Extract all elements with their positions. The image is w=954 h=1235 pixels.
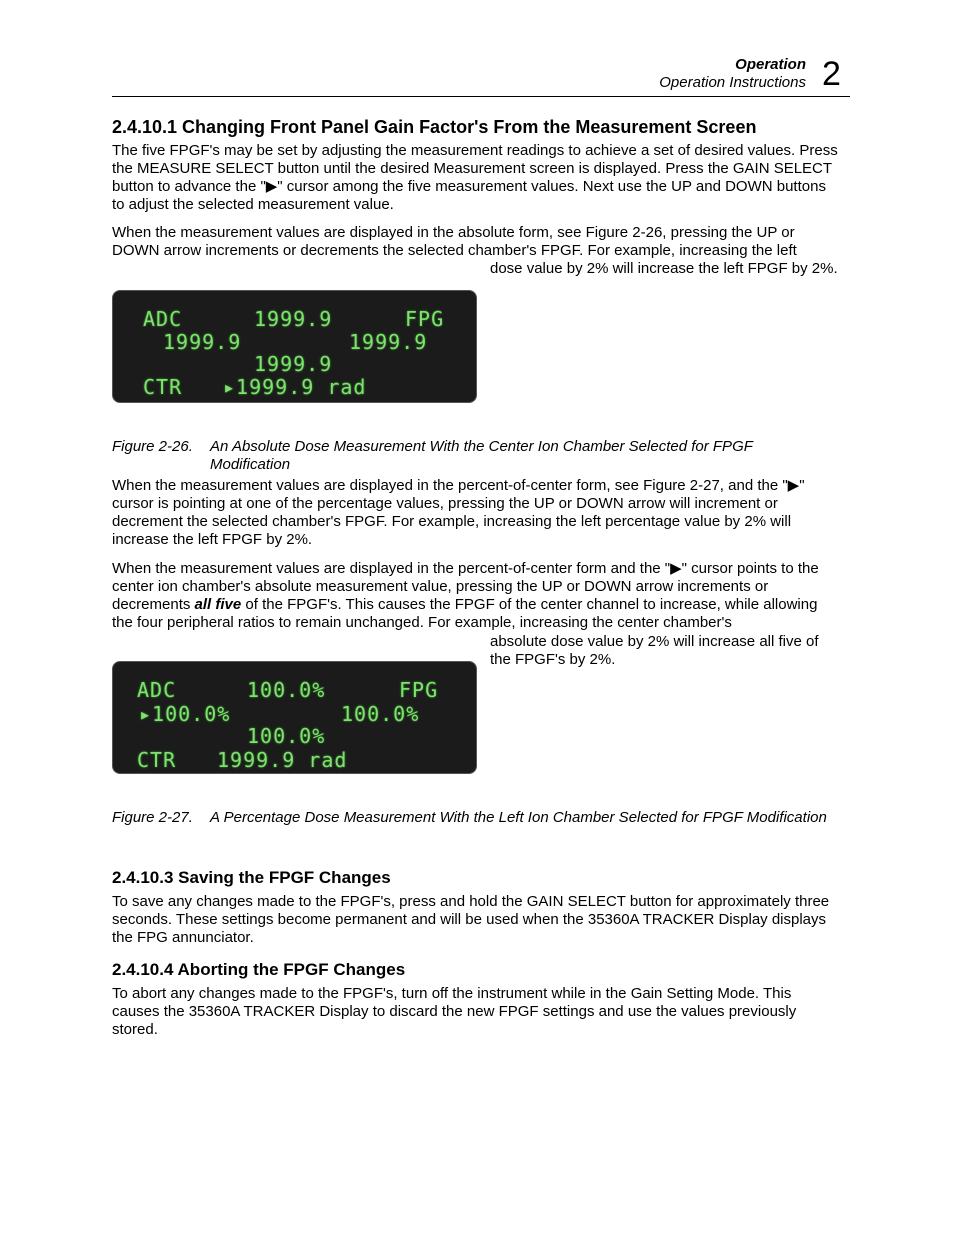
lcd-fpg-annunciator: FPG xyxy=(405,307,445,331)
lcd-display-percentage xyxy=(112,661,477,774)
lcd-ctr-label: CTR xyxy=(137,748,177,772)
header-subsection: Operation Instructions xyxy=(659,74,806,91)
paragraph-center-chamber xyxy=(112,560,840,632)
lcd-center-value: 1999.9 rad xyxy=(217,748,348,772)
figure-caption-2-26 xyxy=(112,438,832,474)
figure-caption-2-27 xyxy=(112,809,832,827)
section-heading-2-4-10-4: 2.4.10.4 Aborting the FPGF Changes xyxy=(112,960,406,979)
figure-number: Figure 2-27. xyxy=(112,809,193,826)
paragraph-aborting: To abort any changes made to the FPGF's, turn off the instrument while in the Gain Setting Mode. This causes the 35360A TRACKER Display to discard the new FPGF settings and use the values previously stored. xyxy=(112,985,797,1038)
header-rule xyxy=(112,96,850,97)
lcd-adc-label: ADC xyxy=(143,307,183,331)
lcd-top-value: 1999.9 xyxy=(254,307,333,331)
lcd-adc-label: ADC xyxy=(137,678,177,702)
paragraph-fpgf-intro: The five FPGF's may be set by adjusting the measurement readings to achieve a set of desired values. Press the MEASURE SELECT button until the desired Measurement screen is displayed. Press the GAIN SELECT button to advance the "▶" cursor among the five measurement values. Next use the UP and DOWN buttons to adjust the selected measurement value. xyxy=(112,142,838,213)
lcd-ctr-label: CTR xyxy=(143,375,183,399)
lcd-left-value: ▸100.0% xyxy=(139,702,231,726)
paragraph-absolute-form-cont: dose value by 2% will increase the left FPGF by 2%. xyxy=(490,260,838,277)
figure-caption-text: An Absolute Dose Measurement With the Center Ion Chamber Selected for FPGF Modification xyxy=(210,438,753,473)
lcd-display-absolute xyxy=(112,290,477,403)
figure-number: Figure 2-26. xyxy=(112,438,193,455)
chapter-number: 2 xyxy=(822,55,841,93)
lcd-bottom-value: 100.0% xyxy=(247,724,326,748)
lcd-left-value: 1999.9 xyxy=(163,330,242,354)
section-heading-2-4-10-1: 2.4.10.1 Changing Front Panel Gain Factor's From the Measurement Screen xyxy=(112,117,757,137)
lcd-bottom-value: 1999.9 xyxy=(254,352,333,376)
paragraph-text: decrements xyxy=(112,596,195,613)
header-section: Operation xyxy=(735,56,806,73)
paragraph-center-chamber-cont: absolute dose value by 2% will increase all five of the FPGF's by 2%. xyxy=(490,633,819,668)
figure-caption-text: A Percentage Dose Measurement With the Left Ion Chamber Selected for FPGF Modification xyxy=(210,809,827,826)
paragraph-absolute-form: When the measurement values are displayed in the absolute form, see Figure 2-26, pressing the UP or DOWN arrow increments or decrements the selected chamber's FPGF. For example, increasing the left xyxy=(112,224,797,259)
lcd-center-value: ▸1999.9 rad xyxy=(223,375,367,399)
emphasis-text: all five xyxy=(194,596,242,613)
lcd-top-value: 100.0% xyxy=(247,678,326,702)
paragraph-text: of the FPGF's. This causes the FPGF of the center channel to increase, while allowing the four peripheral ratios to remain unchanged. For example, increasing the center chamber's xyxy=(112,596,818,631)
paragraph-saving: To save any changes made to the FPGF's, press and hold the GAIN SELECT button for approximately three seconds. These settings become permanent and will be used when the 35360A TRACKER Display displays the FPG annunciator. xyxy=(112,893,830,946)
lcd-right-value: 100.0% xyxy=(341,702,420,726)
section-heading-2-4-10-3: 2.4.10.3 Saving the FPGF Changes xyxy=(112,868,391,887)
paragraph-line: When the measurement values are displayed in the percent-of-center form and the "▶" cursor points to the center ion chamber's absolute measurement value, pressing the UP or DOWN arrow increments or xyxy=(112,560,819,595)
running-header xyxy=(659,56,806,92)
lcd-fpg-annunciator: FPG xyxy=(399,678,439,702)
lcd-right-value: 1999.9 xyxy=(349,330,428,354)
paragraph-percent-form: When the measurement values are displayed in the percent-of-center form, see Figure 2-27, and the "▶" cursor is pointing at one of the percentage values, pressing the UP or DOWN arrow will increment or decrement the selected chamber's FPGF. For example, increasing the left percentage value by 2% will increase the left FPGF by 2%. xyxy=(112,477,805,548)
